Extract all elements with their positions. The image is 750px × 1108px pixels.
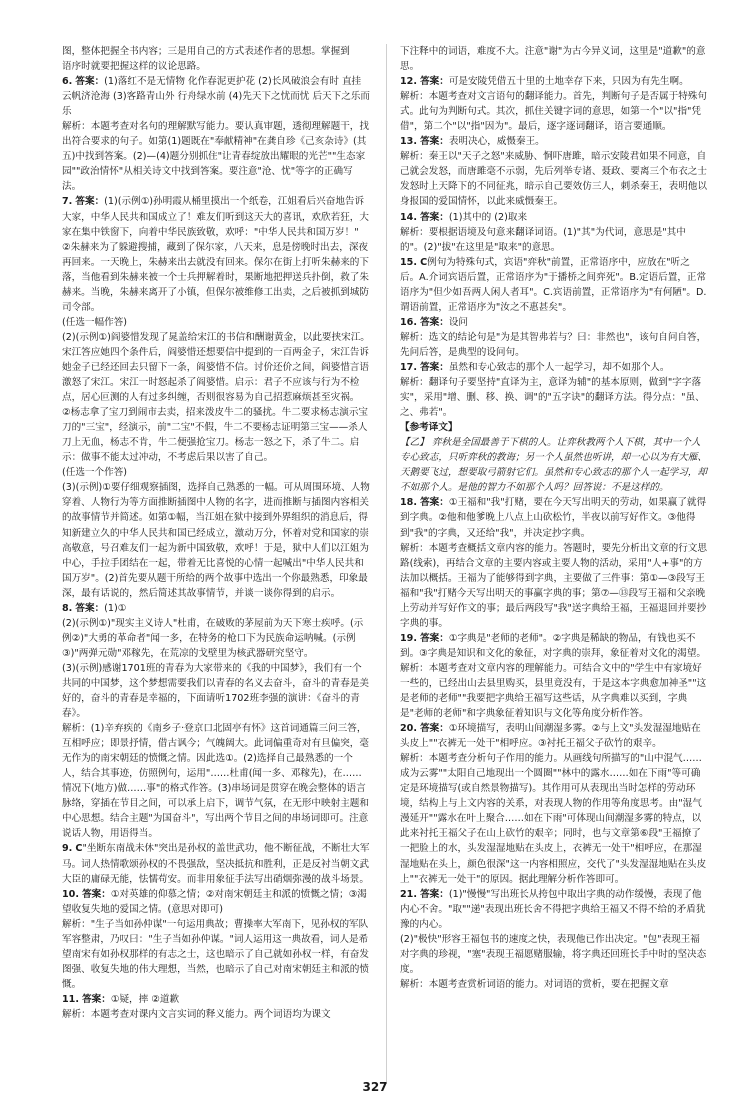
answer-item (400, 360, 708, 420)
answer-text (62, 887, 370, 917)
answer-line: ①对英雄的仰慕之情；②对南宋朝廷主和派的愤慨之情；③渴望收复失地的爱国之情。(意思对即可) (62, 888, 367, 915)
answer-text (400, 541, 708, 631)
answer-line: 解析：本题考查对文言语句的翻译能力。首先，判断句子是否属于特殊句式。此句为判断句式。其次，抓住关键字词的意思，如第一个"以"指"凭借"，第二个"以"指"因为"。最后，逐字逐词翻译，语言要通顺。 (400, 91, 707, 133)
answer-line: 解析："生子当如孙仲谋"一句运用典故；曹操率大军南下，见孙权的军队军容整肃，乃叹曰："生子当如孙仲谋。"词人运用这一典故看，词人是希望南宋有如孙权那样的有志之士，这也暗示了自己就如孙权一样，有奋发图强、收复失地的伟大理想，当然，也暗示了自己对南宋朝廷主和派的愤慨。 (62, 918, 369, 990)
question-number: 16. (400, 316, 417, 328)
answer-item (62, 74, 370, 194)
answer-text (400, 375, 708, 420)
answer-label: 答案： (420, 723, 449, 735)
answer-label: 答案： (75, 602, 105, 614)
answer-item (62, 194, 370, 600)
answer-label: 答案： (75, 76, 105, 88)
answer-line: (1)其中的 (2)取来 (448, 211, 528, 223)
reference-translation: 【乙】 弈秋是全国最善于下棋的人。让弈秋教两个人下棋，其中一个人专心致志，只听弈秋的教诲；另一个人虽然也听讲，却一心以为有大雁、天鹅要飞过，想要取弓箭射它们。虽然和专心致志的那个人一起学习，却不如那个人。是他的智力不如那个人吗？回答说：不是这样的。 (400, 437, 707, 494)
answer-text (400, 44, 708, 74)
answer-label: 答案： (82, 993, 111, 1005)
answer-line: ①字典是"老师的老师"。②字典是稀缺的物品，有钱也买不到。③字典是知识和文化的象征，对字典的崇拜，象征着对文化的渴望。 (400, 632, 707, 659)
answer-text (62, 119, 370, 194)
answer-line: ②朱赫来为了躲避搜捕，藏到了保尔家，八天来，息是傍晚时出去，深夜再回来。一天晚上，朱赫来出去就没有回来。保尔在街上打听朱赫来的下落，当他看到朱赫来被一个士兵押解着时，果断地把押送兵扑倒，救了朱赫来。当晚，朱赫来离开了小镇，但保尔被维修工出卖，之后被抓到城防司令部。 (62, 241, 369, 313)
answer-label: C (420, 256, 428, 268)
answer-line: 解析：本题考查对名句的理解默写能力。要认真审题，透彻理解题干，找出符合要求的句子。如第(1)题既在"奉献精神"在龚自珍《己亥杂诗》(其五)中找到答案。(2)—(4)题分别抓住"让青春绽放出耀眼的光芒""生态家园""政治情怀"从相关诗文中找到答案。要注意"沧、忧"等字的正确写法。 (62, 121, 369, 193)
answer-item (400, 315, 708, 330)
answer-line: 解析：选文的结论句是"为是其智弗若与？曰：非然也"，该句自问自答，先问后答，是典型的设问句。 (400, 331, 707, 358)
answer-label: 答案： (420, 361, 449, 373)
answer-text (400, 89, 708, 134)
answer-text (400, 315, 708, 330)
answer-item (62, 44, 370, 74)
question-number: 14. (400, 211, 417, 223)
answer-item (62, 601, 370, 842)
answer-line: ①环境描写，表明山间潮湿多雾。②与上文"头发湿湿地贴在头皮上""衣裤无一处干"相呼应。③衬托王福父子砍竹的艰辛。 (400, 723, 701, 750)
answer-line: 语序时就要把握这样的议论思路。 (62, 61, 206, 73)
answer-text (400, 134, 708, 149)
answer-line: 解析：本题考查分析句子作用的能力。从画线句所描写的"山中混气……成为云雾""太阳自己地现出一个圆圈""林中的露水……如在下雨"等可确定是环境描写(或自然景物描写)。其作用可从表现出当时怎样的劳动环境，结构上与上文内容的关系，对表现人物的作用等角度思考。由"湿气漫延开""露水在叶上聚合……如在下雨"可体现山间潮湿多雾的特点，以此来衬托王福父子在山上砍竹的艰辛；同时，也与文章第⑥段"王福撩了一把脸上的水，头发湿湿地贴在头皮上，衣裤无一处干"相呼应，在那湿湿地贴在头上，颜色很深"这一内容相照应，交代了"头发湿湿地贴在头皮上""衣裤无一处干"的原因。据此理解分析作答即可。 (400, 753, 707, 885)
answer-item (400, 134, 708, 209)
answer-line: (3)(示例)①要仔细观察插图，选择自己熟悉的一幅。可从周围环境、人物穿着、人物行为等方面推断插图中人物的名字，进而推断与插图内容相关的故事情节并简述。如第①幅，当江姐在狱中接到外界组织的消息后，得知新建立久的中华人民共和国已经成立，激动万分，怀着对党和国家的崇高敬意，号召难友们一起为新中国致敬，欢呼！于是，狱中人们以江姐为中心，手拉手团结在一起，带着无比喜悦的心情一起喊出"中华人民共和国万岁"。(2)首先要从题干所给的两个故事中选出一个你最熟悉，印象最深，最有话说的，然后简述其故事情节，并谈一谈你得到的启示。 (62, 482, 370, 599)
answer-line: 可是安陵凭借五十里的土地幸存下来，只因为有先生啊。 (448, 76, 689, 88)
answer-text (400, 330, 708, 360)
answer-line: 解析：(1)辛弃疾的《南乡子·登京口北固亭有怀》这首词通篇三问三答，互相呼应；即景抒情，借古讽今；气魄阔大。此词偏重奇对有旦偏突，毫无作为的南宋朝廷的愤慨之情。因此选①。(2)选择自己最熟悉的一个人，结合其事迹，仿照例句，运用"……杜甫(闻一多、邓稼先)，在……情况下(地方)做……事"的格式作答。(3)串场词是贯穿在晚会整体的语言脉络，穿插在节目之间，可以承上启下，调节气氛，在无形中映射主题和中心思想。结合主题"为国奋斗"，写出两个节目之间的串场词即可。注意说话人物，用语得当。 (62, 723, 369, 840)
answer-line: 虽然和专心致志的那个人一起学习，却不如那个人。 (448, 361, 670, 373)
reference-heading: 【参考译文】 (400, 422, 458, 434)
column-divider (386, 44, 387, 1084)
answer-text (62, 59, 370, 74)
answer-label: 答案： (420, 76, 449, 88)
answer-text (62, 721, 370, 841)
question-number: 18. (400, 497, 417, 509)
answer-line: 解析：本题考查赏析词语的能力。对词语的赏析，要在把握文章 (400, 978, 669, 990)
answer-item (400, 44, 708, 74)
answer-line: 下注释中的词语，难度不大。注意"谢"为古今异义词，这里是"道歉"的意思。 (400, 46, 706, 73)
answer-line: (1)"慢慢"写出班长从挎包中取出字典的动作缓慢，表现了他内心不舍。"取""递"表现出班长舍不得把字典给王福又不得不给的矛盾犹豫的内心。 (400, 888, 706, 930)
answer-text (400, 631, 708, 661)
answer-text (400, 360, 708, 375)
left-column (62, 44, 370, 1022)
answer-label: C (75, 843, 83, 855)
answer-text (400, 977, 708, 992)
answer-text (400, 149, 708, 209)
answer-item (400, 887, 708, 992)
answer-item (400, 721, 708, 887)
answer-label: 答案： (82, 888, 111, 900)
answer-text (400, 721, 708, 751)
answer-line: 解析：秦王以"天子之怒"来威胁、恫吓唐雎，暗示安陵君如果不同意，自己就会发怒，而唐雎毫不示弱，先后列举专诸、聂政、要离三个布衣之士发怒时上天降下的不同征兆，暗示自己要效仿三人，刺杀秦王，表明他以身报国的爱国情怀，以此来威慑秦王。 (400, 151, 707, 208)
answer-line: 表明决心，威慑秦王。 (448, 136, 545, 148)
question-number: 15. (400, 256, 417, 268)
answer-text (62, 841, 370, 886)
answer-line: (2)(示例①)阎婆惜发现了晁盖给宋江的书信和酬谢黄金，以此要挟宋江。宋江答应她四个条件后，阎婆惜还想要信中提到的一百两金子，宋江告诉她金子已经还回去只留下一条，阎婆惜不信。讨价还价之间，阎婆惜言语激怒了宋江。宋江一时怒起杀了阎婆惜。启示：君子不应该与行为不检点，居心叵测的人有过多纠缠，否则很容易为自己招惹麻烦甚至灾祸。 (62, 331, 370, 404)
question-number: 17. (400, 361, 417, 373)
answer-line: (1)① (104, 602, 127, 614)
answer-label: 答案： (420, 497, 449, 509)
answer-line: 设问 (448, 316, 469, 328)
answer-line: 解析：翻译句子要坚持"直译为主，意译为辅"的基本原则，做到"字字落实"，采用"增、删、移、换、调"的"五字诀"的翻译方法。得分点："虽、之、弗若"。 (400, 377, 705, 419)
answer-text (62, 405, 370, 465)
answer-text (62, 315, 370, 330)
answer-line: (任选一个作答) (62, 467, 128, 479)
answer-text (62, 1007, 370, 1022)
question-number: 19. (400, 632, 417, 644)
answer-item (62, 992, 370, 1022)
answer-item (400, 74, 708, 134)
answer-text (400, 932, 708, 977)
answer-text (62, 661, 370, 721)
answer-line: (2)(示例①)"现实主义诗人"杜甫，在破败的茅屋前为天下寒士疾呼。(示例②)"大勇的革命者"闻一多，在特务的枪口下为民族命运呐喊。(示例③)"两弹元勋"邓稼先，在荒凉的戈壁里为核武器研究坚守。 (62, 617, 364, 659)
answer-label: 答案： (420, 632, 449, 644)
answer-text (62, 194, 370, 239)
answer-line: ①疑，摔 ②道歉 (110, 993, 180, 1005)
answer-text (62, 465, 370, 480)
answer-text (400, 495, 708, 540)
answer-item (62, 841, 370, 886)
question-number: 7. (62, 196, 73, 208)
answer-line: (1)(示例①)孙明霞从桶里摸出一个纸卷，江姐看后兴奋地告诉大家，中华人民共和国成立了！难友们听到这天大的喜讯，欢欣若狂，大家在集中铁窗下，向着中华民族致敬，欢呼："中华人民共和国万岁！" (62, 196, 369, 238)
answer-label: 答案： (420, 136, 449, 148)
answer-text (400, 255, 708, 315)
answer-label: 答案： (420, 316, 449, 328)
answer-label: 答案： (420, 211, 449, 223)
answer-label: 答案： (75, 196, 105, 208)
answer-line: 解析：本题考查对文章内容的理解能力。可结合文中的"学生中有家境好一些的，已经出山去县里购买，县里竟没有，于是这本字典愈加神圣""这是老师的老师""我要把字典给王福写这些话，从字典难以买到，字典是"老师的老师"和字典象征着知识与文化等角度分析作答。 (400, 662, 707, 720)
answer-item (400, 210, 708, 255)
answer-text (400, 661, 708, 721)
answer-line: 解析：要根据语境及句意来翻译词语。(1)"其"为代词，意思是"其中的"。(2)"拔"在这里是"取来"的意思。 (400, 226, 686, 253)
answer-text (62, 240, 370, 315)
question-number: 21. (400, 888, 417, 900)
answer-text (62, 616, 370, 661)
answer-item (400, 255, 708, 315)
page-number: 327 (362, 1080, 388, 1094)
question-number: 12. (400, 76, 417, 88)
answer-text (62, 601, 370, 616)
answer-line: ①王福和"我"打赌，要在今天写出明天的劳动，如果赢了就得到字典。②他和他爹晚上八点上山砍松竹，半夜以前写好作文。③他得到"我"的字典，又还给"我"，并决定抄字典。 (400, 497, 707, 539)
question-number: 9. (62, 843, 73, 855)
answer-item (400, 631, 708, 721)
question-number: 20. (400, 723, 417, 735)
answer-text (62, 917, 370, 992)
answer-text (62, 480, 370, 600)
answer-item (62, 887, 370, 992)
answer-line: 解析：本题考查对课内文言实词的释义能力。两个词语均为课文 (62, 1009, 331, 1020)
answer-line: (3)(示例)感谢1701班的青春为大家带来的《我的中国梦》，我们有一个共同的中国梦，这个梦想需要我们以青春的名义去奋斗，奋斗的青春是美好的，奋斗的青春是幸福的，下面请听1702班李强的演讲：《奋斗的青春》。 (62, 662, 369, 720)
answer-line: (2)"极快"形容王福包书的速度之快，表现他已作出决定。"包"表现王福对字典的珍视，"塞"表现王福愿赌服输，将字典还回班长手中时的坚决态度。 (400, 933, 707, 975)
answer-text (62, 992, 370, 1007)
answer-text (400, 210, 708, 225)
answer-line: 解析：本题考查概括文章内容的能力。答题时，要先分析出文章的行文思路(线索)，再结合文章的主要内容或主要人物的活动，采用"人+事"的方法加以概括。王福为了能够得到字典，主要做了三件事：第①—③段写王福和"我"打赌今天写出明天的事赢字典的事；第⑦—⑬段写王福和父亲晚上劳动并写好作文的事；最后两段写"我"送字典给王福，王福退回并要抄字典的事。 (400, 542, 707, 629)
right-column (400, 44, 708, 992)
answer-label: 答案： (420, 888, 449, 900)
answer-line: 例句为特殊句式，宾语"弈秋"前置，正常语序中，应放在"听之后。A.介词宾语后置，正常语序为"于播桥之间弈死"。B.定语后置，正常语序为"但少如吾两人闲人者耳"。C.宾语前置，正常语序为"有何陋"。D.谓语前置，正常语序为"汝之不惠甚矣"。 (400, 256, 707, 313)
question-number: 10. (62, 888, 79, 900)
answer-line: 图，整体把握全书内容；三是用自己的方式表述作者的思想。掌握到 (62, 46, 350, 57)
question-number: 13. (400, 136, 417, 148)
question-number: 6. (62, 76, 73, 88)
answer-text (400, 751, 708, 886)
answer-text (62, 74, 370, 119)
answer-text (400, 225, 708, 255)
answer-item (400, 495, 708, 630)
answer-item (400, 330, 708, 360)
answer-line: ②杨志拿了宝刀到闹市去卖，招来泼皮牛二的骚扰。牛二要求杨志演示宝刀的"三宝"，经演示，前"二宝"不假，牛二不要杨志证明第三宝——杀人刀上无血，杨志不肯，牛二便强抢宝刀。杨志一怒之下，杀了牛二。启示：做事不能太过冲动，不考虑后果以害了自己。 (62, 407, 369, 464)
question-number: 8. (62, 602, 73, 614)
answer-line: (任选一幅作答) (62, 316, 128, 328)
answer-line: (1)落红不是无情物 化作春泥更护花 (2)长风破浪会有时 直挂云帆济沧海 (3)客路青山外 行舟绿水前 (4)先天下之忧而忧 后天下之乐而乐 (62, 76, 371, 118)
answer-line: "坐断东南战未休"突出是孙权的盖世武功，他不断征战，不断壮大军马。词人热情歌颂孙权的不畏强敌，坚决抵抗和胜利，正是反衬当朝文武大臣的庸碌无能，怯懦苟安。而非用象征手法写出硝烟弥漫的战斗场景。 (62, 843, 370, 885)
answer-text (62, 44, 370, 59)
question-number: 11. (62, 993, 79, 1005)
answer-text (400, 887, 708, 932)
answer-text (400, 74, 708, 89)
answer-text (62, 330, 370, 405)
